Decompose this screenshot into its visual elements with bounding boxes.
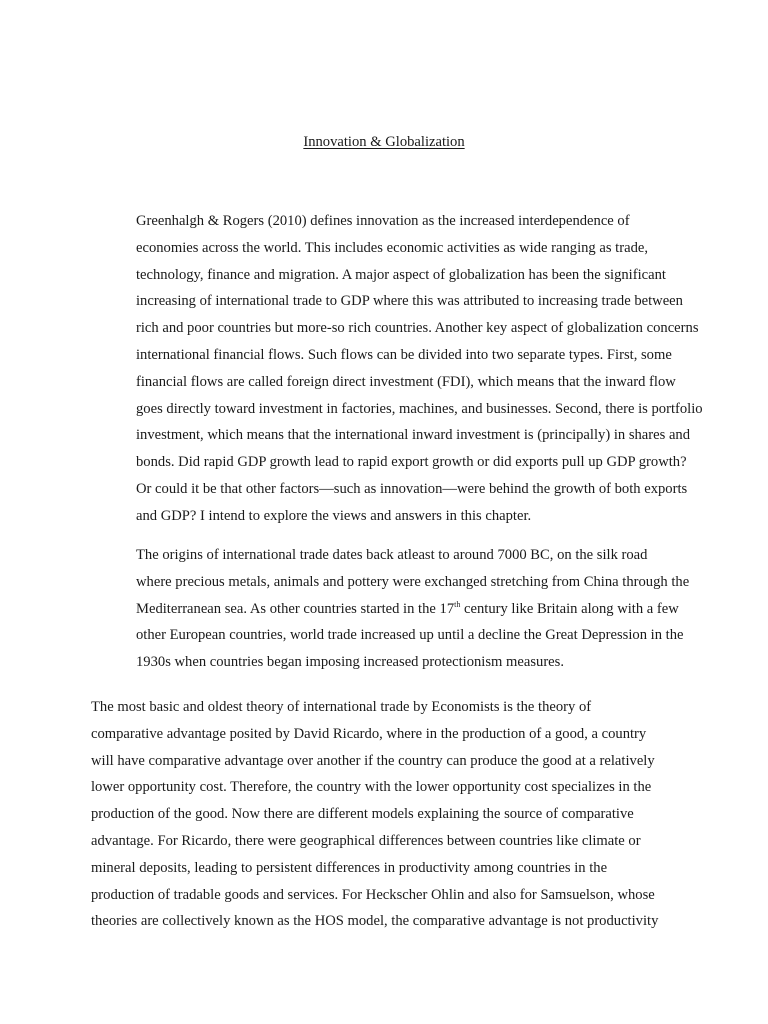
paragraph-line: theories are collectively known as the HOS model, the comparative advantage is not productivity [91, 913, 659, 930]
paragraph-line: will have comparative advantage over another if the country can produce the good at a relatively [91, 752, 655, 769]
paragraph-comparative-advantage [91, 694, 681, 935]
paragraph-line: production of tradable goods and services. For Heckscher Ohlin and also for Samsuelson, whose [91, 886, 655, 903]
paragraph-line: and GDP? I intend to explore the views and answers in this chapter. [136, 507, 532, 524]
paragraph-line: mineral deposits, leading to persistent differences in productivity among countries in the [91, 859, 608, 876]
paragraph-line: investment, which means that the international inward investment is (principally) in shares and [136, 427, 691, 444]
paragraph-line: Or could it be that other factors—such as innovation—were behind the growth of both exports [136, 480, 688, 497]
paragraph-line: technology, finance and migration. A major aspect of globalization has been the significant [136, 266, 666, 283]
paragraph-line: lower opportunity cost. Therefore, the country with the lower opportunity cost specializes in the [91, 779, 652, 796]
paragraph-line: international financial flows. Such flows can be divided into two separate types. First, some [136, 346, 672, 363]
paragraph-line [91, 596, 681, 623]
paragraph-line: The origins of international trade dates back atleast to around 7000 BC, on the silk road [136, 547, 648, 563]
paragraph-line: economies across the world. This includes economic activities as wide ranging as trade, [136, 239, 648, 256]
document-title: Innovation & Globalization [303, 134, 465, 150]
paragraph-line: where precious metals, animals and pottery were exchanged stretching from China through the [136, 573, 690, 590]
paragraph-line: increasing of international trade to GDP where this was attributed to increasing trade between [136, 293, 683, 310]
ordinal-superscript: th [454, 599, 461, 609]
paragraph-line: bonds. Did rapid GDP growth lead to rapid export growth or did exports pull up GDP growth? [136, 454, 687, 471]
paragraph-line: rich and poor countries but more-so rich countries. Another key aspect of globalization concerns [136, 320, 699, 337]
paragraph-line: other European countries, world trade increased up until a decline the Great Depression in the [136, 627, 684, 644]
paragraph-globalization-definition [91, 208, 703, 530]
paragraph-trade-origins [91, 542, 690, 676]
paragraph-line: advantage. For Ricardo, there were geographical differences between countries like climate or [91, 832, 641, 849]
paragraph-line: comparative advantage posited by David Ricardo, where in the production of a good, a country [91, 725, 647, 742]
paragraph-line: 1930s when countries began imposing increased protectionism measures. [136, 654, 564, 671]
paragraph-line: Greenhalgh & Rogers (2010) defines innovation as the increased interdependence of [136, 213, 630, 229]
paragraph-line: financial flows are called foreign direct investment (FDI), which means that the inward flow [136, 373, 676, 390]
paragraph-line: production of the good. Now there are different models explaining the source of comparative [91, 806, 634, 823]
paragraph-line: goes directly toward investment in factories, machines, and businesses. Second, there is portfolio [136, 400, 703, 417]
line-text-before-superscript: Mediterranean sea. As other countries started in the 17 [136, 600, 455, 617]
line-text-after-superscript: century like Britain along with a few [460, 600, 679, 617]
paragraph-line: The most basic and oldest theory of international trade by Economists is the theory of [91, 699, 592, 715]
